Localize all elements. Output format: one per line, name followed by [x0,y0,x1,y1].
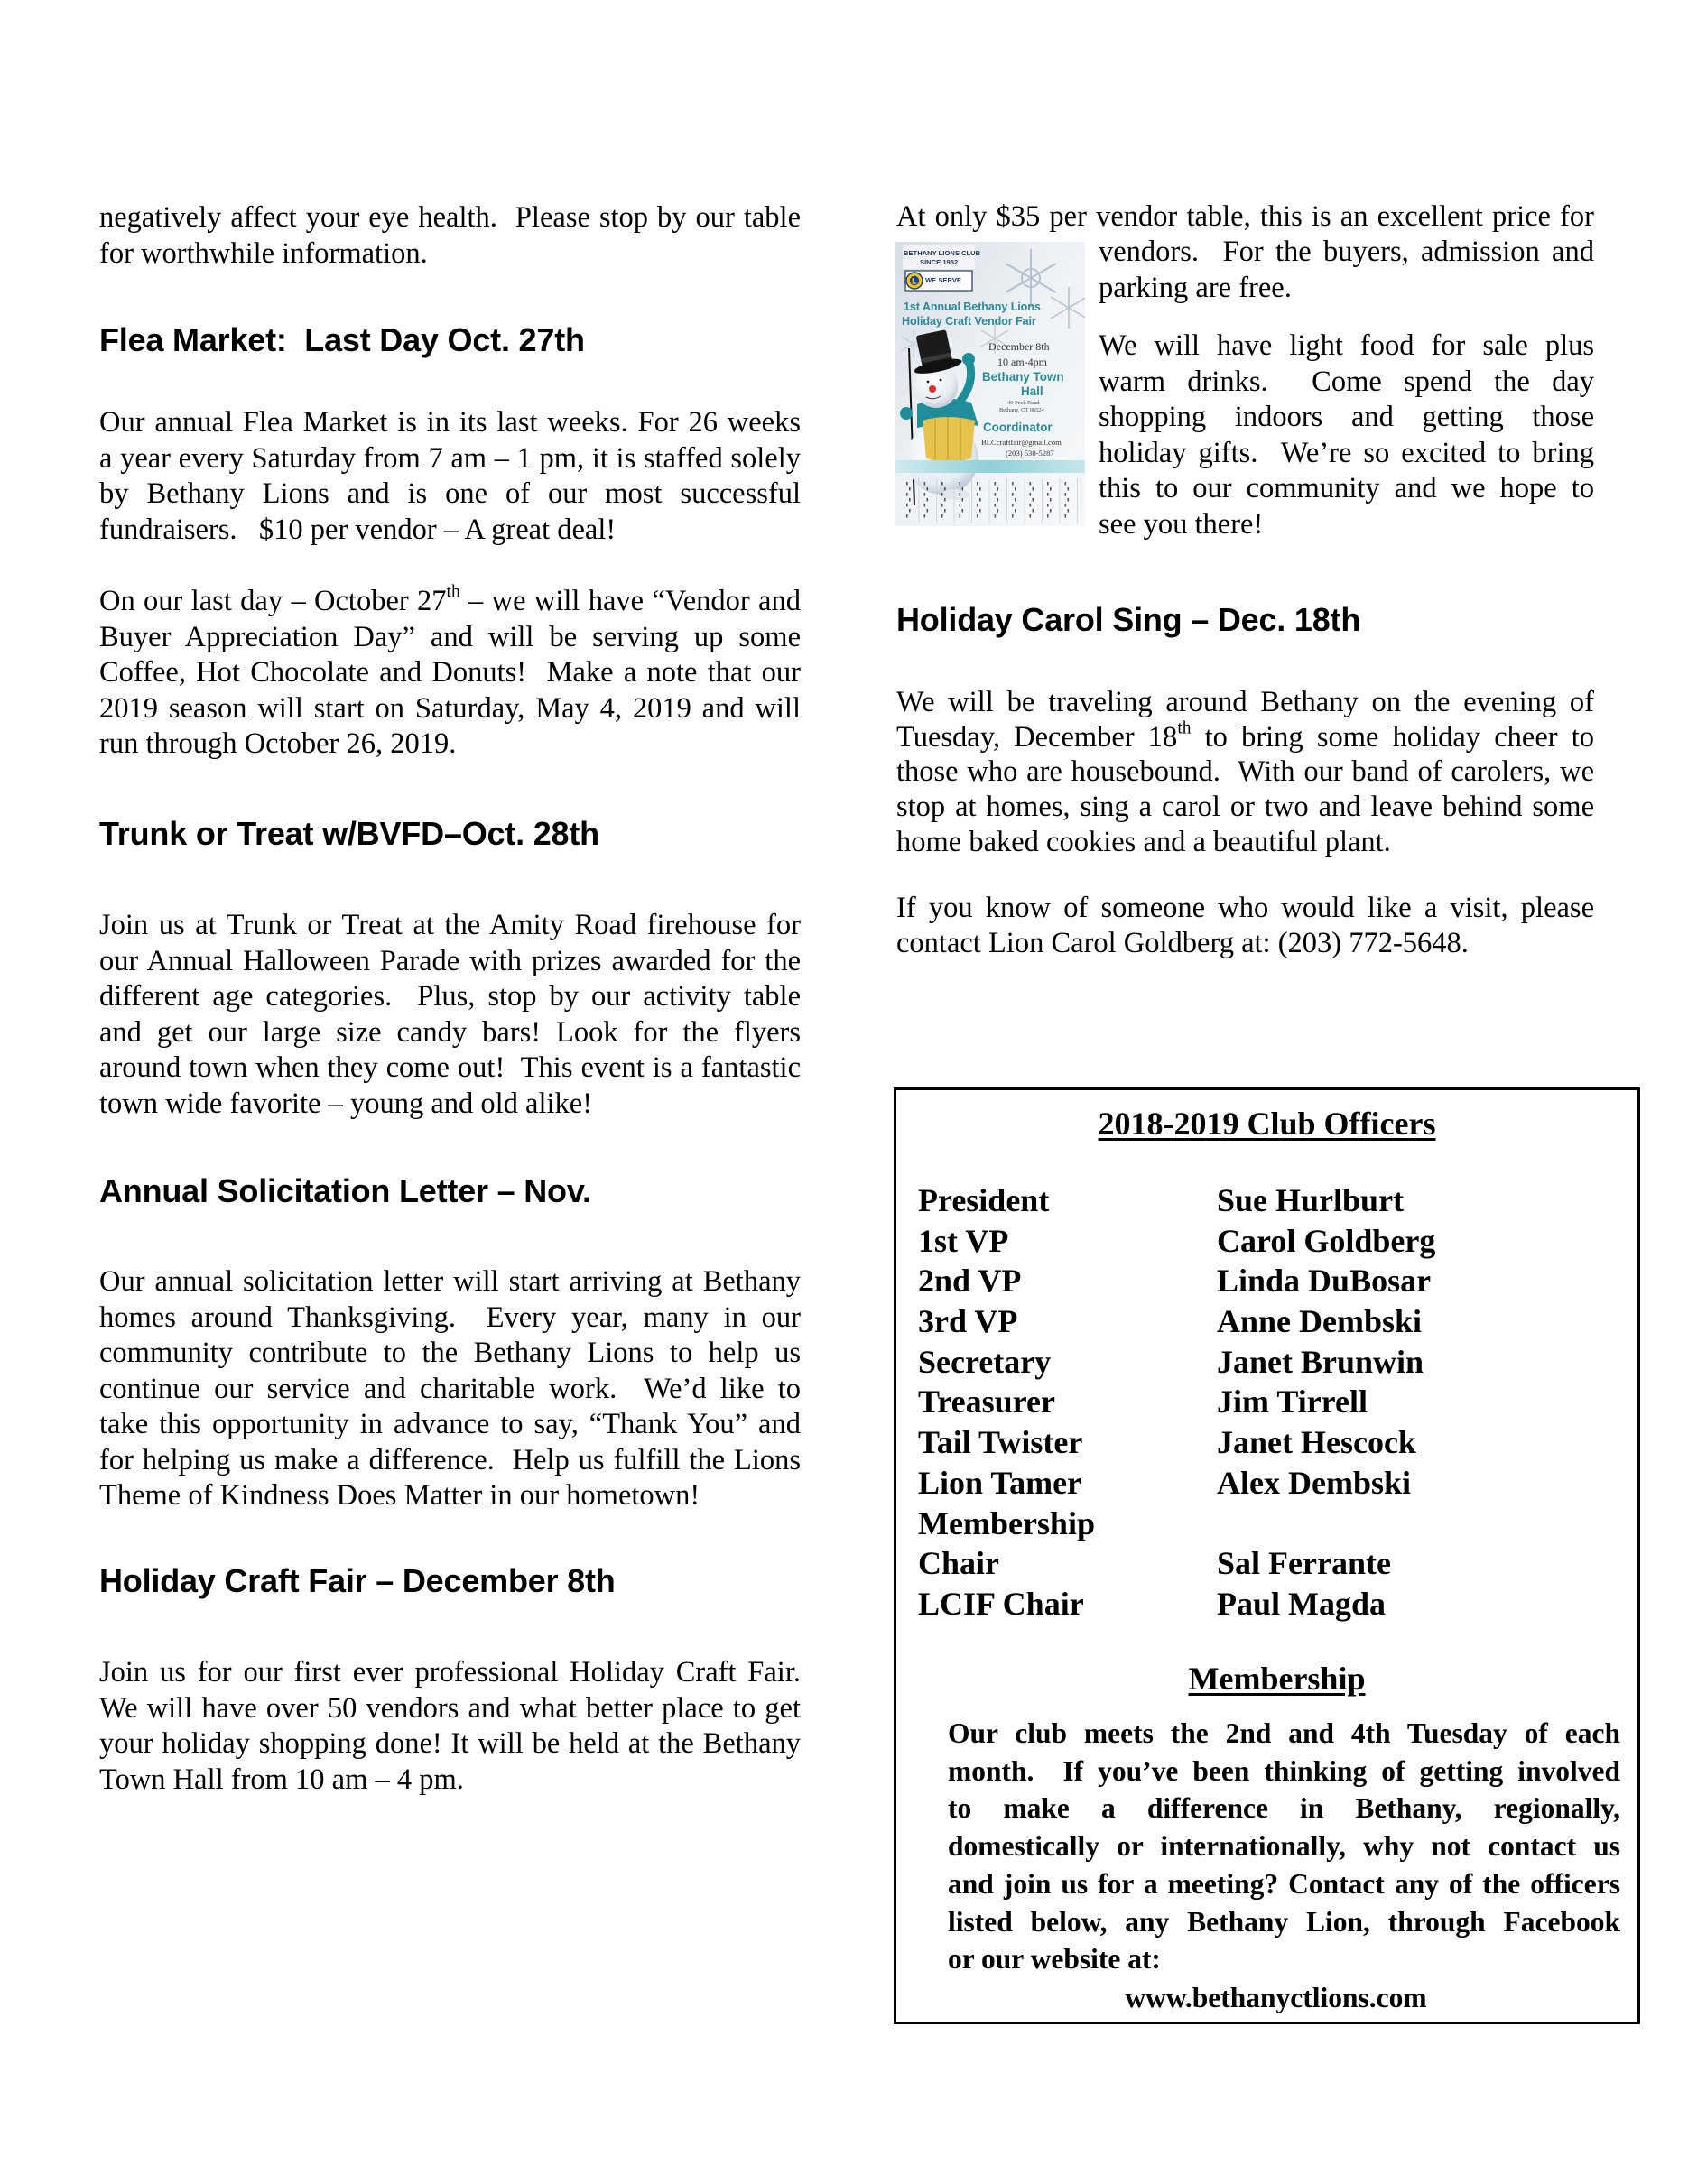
text-segment: On our last day – October 27 [99,585,447,617]
text-line: Town Hall from 10 am – 4 pm. [99,1763,464,1796]
flyer-club-name: BETHANY LIONS CLUB [904,249,981,257]
club-officers-title [896,1104,1637,1143]
flyer-email: BLCcraftfair@gmail.com [981,438,1062,447]
officer-row [918,1422,1604,1463]
text-line: homes around Thanksgiving. Every year, many in our [99,1300,801,1334]
flyer-teal-band [895,460,1085,473]
flea-market-last-day-paragraph [99,584,801,763]
eye-health-paragraph-end [99,200,801,272]
officer-row [918,1463,1604,1504]
text-line: We will have light food for sale plus [1099,329,1594,362]
text-line: We will be traveling around Bethany on the evening of [896,686,1594,718]
vendor-price-line [896,199,1594,236]
officer-role: Secretary [918,1343,1052,1380]
text-line: month. If you’ve been thinking of getting involved [948,1754,1620,1787]
text-line: for helping us make a difference. Help us fulfill the Lions [99,1443,801,1476]
text-line [896,720,1594,755]
officer-role: Chair [918,1545,999,1582]
text-line: community contribute to the Bethany Lions to help us [99,1337,801,1369]
text-line: and join us for a meeting? Contact any of the officers [948,1867,1620,1900]
officer-name: Janet Hescock [1217,1424,1416,1461]
officer-name: Anne Dembski [1217,1303,1423,1340]
flyer-phone: (203) 530-5287 [1006,449,1054,458]
text-line: to make a difference in Bethany, regionally, [948,1792,1620,1825]
officer-row [918,1301,1604,1342]
officer-role: 3rd VP [918,1303,1018,1340]
membership-paragraph [948,1715,1620,1978]
solicitation-letter-paragraph [99,1264,801,1514]
text-line: Our annual solicitation letter will start arriving at Bethany [99,1265,801,1298]
flea-market-heading: Flea Market: Last Day Oct. 27th [99,321,585,358]
officer-role: LCIF Chair [918,1585,1084,1622]
officer-row [918,1261,1604,1301]
officer-role: 1st VP [918,1222,1009,1259]
text-line: Our annual Flea Market is in its last weeks. For 26 weeks [99,406,801,439]
text-line: If you know of someone who would like a visit, please [896,892,1594,924]
text-line: Coffee, Hot Chocolate and Donuts! Make a note that our [99,656,801,689]
flyer-title-line2: Holiday Craft Vendor Fair [902,315,1036,328]
officer-name: Sal Ferrante [1217,1545,1391,1582]
text-line: domestically or internationally, why not contact us [948,1830,1620,1863]
officer-row [918,1584,1604,1624]
flyer-venue-line1: Bethany Town [982,370,1064,384]
text-line: Join us at Trunk or Treat at the Amity Road firehouse for [99,909,801,941]
text-line: contact Lion Carol Goldberg at: (203) 772-5648. [896,926,1469,959]
carol-sing-heading: Holiday Carol Sing – Dec. 18th [896,601,1361,638]
officer-role: Membership [918,1504,1095,1541]
membership-heading [896,1659,1637,1698]
flyer-time: 10 am-4pm [997,356,1047,368]
text-line: holiday gifts. We’re so excited to bring [1099,436,1594,469]
text-line: 2019 season will start on Saturday, May 4, 2019 and will [99,691,801,725]
craft-fair-heading: Holiday Craft Fair – December 8th [99,1562,616,1599]
text-line: run through October 26, 2019. [99,727,457,760]
superscript: th [1177,718,1192,738]
superscript: th [446,582,460,602]
carol-sing-paragraph [896,685,1594,860]
text-line: a year every Saturday from 7 am – 1 pm, it is staffed solely [99,441,801,475]
text-line: negatively affect your eye health. Please stop by our table [99,201,801,234]
flyer-coordinator-label: Coordinator [983,421,1053,434]
flyer-title-line1: 1st Annual Bethany Lions [904,301,1041,313]
club-officers-box [894,1087,1640,2024]
text-line: your holiday shopping done! It will be held at the Bethany [99,1727,801,1760]
text-line: shopping indoors and getting those [1099,401,1594,433]
text-line: for worthwhile information. [99,236,428,270]
officer-role: Lion Tamer [918,1464,1082,1501]
officer-name: Paul Magda [1217,1585,1387,1622]
flyer-since: SINCE 1952 [920,258,959,266]
craft-fair-paragraph [99,1655,801,1798]
craft-fair-flyer-image [895,242,1085,526]
text-segment: – we will have “Vendor and [459,585,801,617]
text-line: vendors. For the buyers, admission and [1099,236,1594,268]
text-line: or our website at: [948,1943,1161,1976]
flyer-venue-line2: Hall [1021,384,1043,398]
flyer-date: December 8th [988,340,1050,353]
flyer-artwork [895,242,1085,526]
club-officers-title-text: 2018-2019 Club Officers [1098,1106,1436,1142]
officer-row [918,1504,1604,1544]
officer-row [918,1180,1604,1221]
text-line: Join us for our first ever professional Holiday Craft Fair. [99,1656,801,1689]
officer-row [918,1543,1604,1584]
text-line: by Bethany Lions and is one of our most successful [99,477,801,510]
text-line: Our club meets the 2nd and 4th Tuesday of each [948,1717,1620,1749]
officer-name: Sue Hurlburt [1217,1182,1405,1218]
text-line: this to our community and we hope to [1099,472,1594,504]
flea-market-paragraph [99,405,801,548]
text-line: take this opportunity in advance to say, “Thank You” and [99,1408,801,1440]
lions-logo-icon [906,273,923,289]
flyer-address-line2: Bethany, CT 06524 [999,407,1044,413]
text-segment: to bring some holiday cheer to [1191,720,1594,754]
officer-row [918,1221,1604,1262]
food-drinks-paragraph [1099,329,1594,542]
officer-role: Tail Twister [918,1424,1083,1461]
officer-role: President [918,1182,1050,1218]
text-line: At only $35 per vendor table, this is an excellent price for [896,200,1594,233]
text-line: fundraisers. $10 per vendor – A great deal! [99,513,617,546]
flyer-address-line1: 40 Peck Road [1007,400,1040,406]
membership-heading-text: Membership [1188,1661,1366,1697]
trunk-or-treat-heading: Trunk or Treat w/BVFD–Oct. 28th [99,815,599,852]
text-line: town wide favorite – young and old alike! [99,1087,593,1120]
text-line: and get our large size candy bars! Look for the flyers [99,1015,801,1049]
trunk-or-treat-paragraph [99,908,801,1122]
officer-role: Treasurer [918,1384,1055,1421]
flyer-motto: WE SERVE [925,276,961,284]
text-line: Buyer Appreciation Day” and will be serving up some [99,620,801,653]
text-line: those who are housebound. With our band of carolers, we [896,755,1594,789]
text-line: listed below, any Bethany Lion, through Facebook [948,1905,1620,1938]
officers-list [918,1180,1604,1624]
text-line: home baked cookies and a beautiful plant. [896,825,1391,858]
solicitation-letter-heading: Annual Solicitation Letter – Nov. [99,1172,591,1209]
text-line: different age categories. Plus, stop by our activity table [99,980,801,1013]
text-line: continue our service and charitable work. We’d like to [99,1372,801,1405]
text-line: warm drinks. Come spend the day [1099,365,1594,398]
officer-name: Linda DuBosar [1217,1263,1432,1300]
text-line [99,584,801,620]
officer-name: Carol Goldberg [1217,1222,1436,1259]
vendor-admission-paragraph [1099,235,1594,306]
carol-sing-contact-paragraph [896,891,1594,960]
officer-name: Jim Tirrell [1217,1384,1368,1421]
text-line: around town when they come out! This event is a fantastic [99,1051,801,1084]
officer-role: 2nd VP [918,1263,1022,1300]
text-line: our Annual Halloween Parade with prizes awarded for the [99,944,801,977]
officer-row [918,1342,1604,1383]
text-line: parking are free. [1099,271,1292,304]
text-line: see you there! [1099,507,1264,541]
text-line: We will have over 50 vendors and what better place to get [99,1691,801,1725]
officer-name: Janet Brunwin [1217,1343,1424,1380]
website-address: www.bethanyctlions.com [1125,1982,1427,2013]
officer-row [918,1382,1604,1422]
text-line: Theme of Kindness Does Matter in our hometown! [99,1479,700,1512]
officer-name: Alex Dembski [1217,1464,1411,1501]
text-line: stop at homes, sing a carol or two and leave behind some [896,791,1594,824]
text-segment: Tuesday, December 18 [896,720,1178,754]
